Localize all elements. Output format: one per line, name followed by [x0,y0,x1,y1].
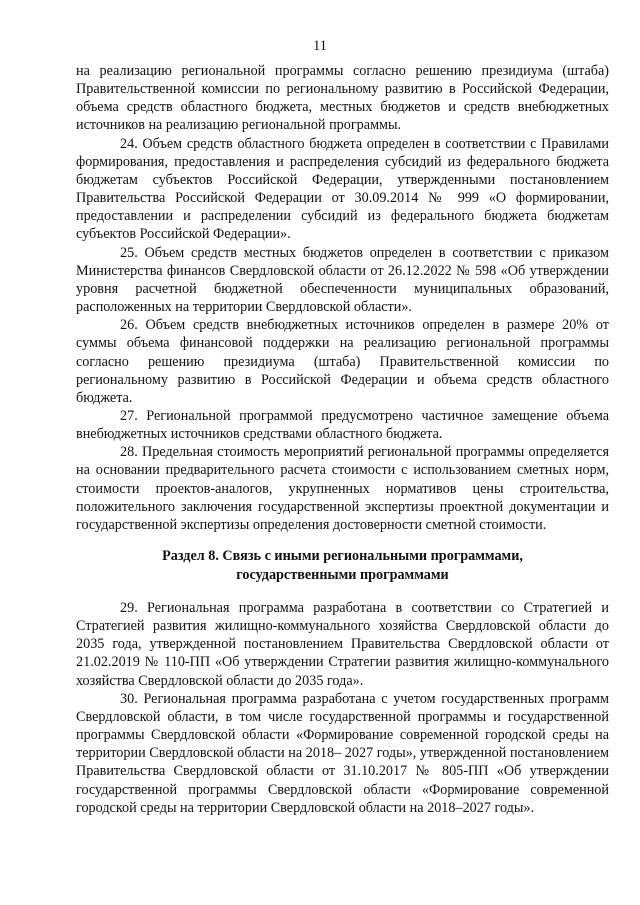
paragraph-29: 29. Региональная программа разработана в соответствии со Стратегией и Стратегией развития жилищно-коммунального хозяйства Свердловской области до 2035 года, утвержденной постановлением Правительства Свердловской области от 21.02.2019 № 110-ПП «Об утверждении Стратегии развития жилищно-коммунального хозяйства Свердловской области до 2035 года». [76,600,609,689]
section-heading [76,547,609,584]
paragraph-26: 26. Объем средств внебюджетных источников определен в размере 20% от суммы объема финансовой поддержки на реализацию региональной программы согласно решению президиума (штаба) Правительственной комиссии по региональному развитию в Российской Федерации и объема средств областного бюджета. [76,317,609,406]
paragraph-28: 28. Предельная стоимость мероприятий региональной программы определяется на основании предварительного расчета стоимости с использованием сметных норм, стоимости проектов-аналогов, укрупненных нормативов цены строительства, положительного заключения государственной экспертизы проектной документации и государственной экспертизы определения достоверности сметной стоимости. [76,444,609,533]
page-number: 11 [313,38,327,54]
paragraph-continuation: на реализацию региональной программы согласно решению президиума (штаба) Правительственной комиссии по региональному развитию в Российской Федерации, объема средств областного бюджета, местных бюджетов и средств внебюджетных источников на реализацию региональной программы. [76,63,609,134]
paragraph-27: 27. Региональной программой предусмотрено частичное замещение объема внебюджетных источников средствами областного бюджета. [76,407,609,443]
paragraph-30: 30. Региональная программа разработана с учетом государственных программ Свердловской области, в том числе государственной программы и государственной программы Свердловской области «Формирование современной городской среды на территории Свердловской области на 2018– 2027 годы», утвержденной постановлением Правительства Свердловской области от 31.10.2017 № 805-ПП «Об утверждении государственной программы Свердловской области «Формирование современной городской среды на территории Свердловской области на 2018–2027 годы». [76,690,609,816]
text-block-after-section [76,599,609,817]
section-heading-line-1: Раздел 8. Связь с иными региональными программами, [162,548,523,564]
paragraph-25: 25. Объем средств местных бюджетов определен в соответствии с приказом Министерства финансов Свердловской области от 26.12.2022 № 598 «Об утверждении уровня расчетной бюджетной обеспеченности муниципальных образований, расположенных на территории Свердловской области». [76,244,609,316]
text-block-before-section [76,62,609,534]
paragraph-24: 24. Объем средств областного бюджета определен в соответствии с Правилами формирования, предоставления и распределения субсидий из федерального бюджета бюджетам субъектов Российской Федерации, утвержденными постановлением Правительства Российской Федерации от 30.09.2014 № 999 «О формировании, предоставлении и распределении субсидий из федерального бюджета бюджетам субъектов Российской Федерации». [76,135,609,243]
section-heading-line-2: государственными программами [236,566,449,583]
